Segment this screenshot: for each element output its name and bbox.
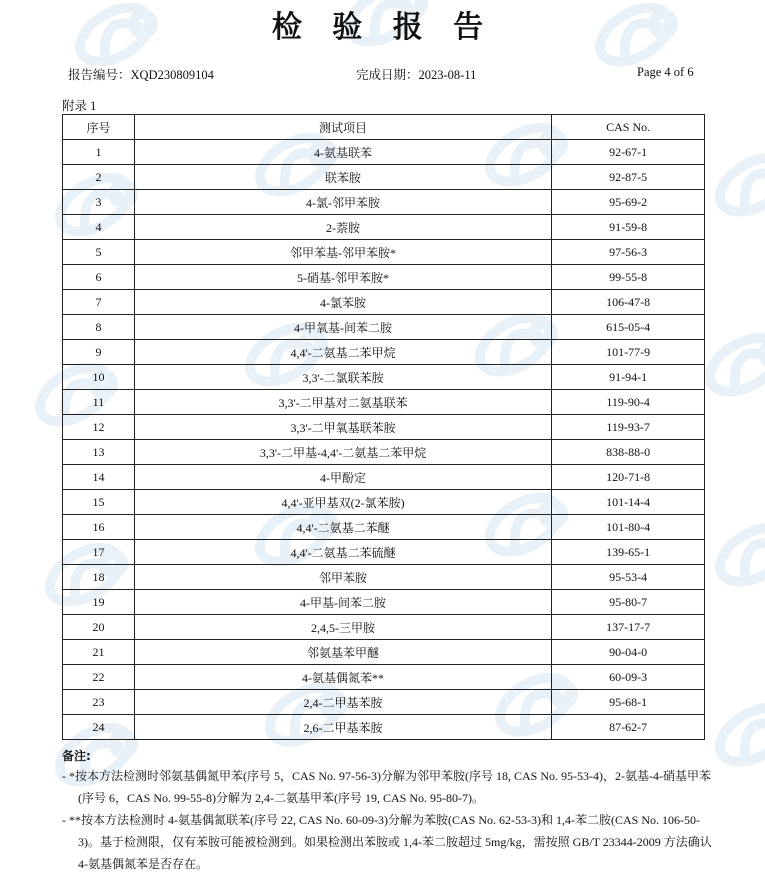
table-row [63, 290, 705, 315]
table-row [63, 640, 705, 665]
completion-date: 完成日期：2023-08-11 [356, 68, 477, 82]
cell-cas-no: 91-59-8 [552, 215, 705, 240]
cell-serial: 10 [63, 365, 135, 390]
cell-serial: 5 [63, 240, 135, 265]
table-row [63, 590, 705, 615]
cell-cas-no: 99-55-8 [552, 265, 705, 290]
cell-serial: 19 [63, 590, 135, 615]
test-items-table [62, 114, 705, 740]
cell-serial: 18 [63, 565, 135, 590]
cell-cas-no: 615-05-4 [552, 315, 705, 340]
cell-test-item: 4,4'-二氨基二苯甲烷 [134, 340, 551, 365]
cell-test-item: 4-氨基偶氮苯** [134, 665, 551, 690]
watermark-logo [711, 516, 765, 593]
cell-test-item: 联苯胺 [134, 165, 551, 190]
cell-test-item: 3,3'-二甲基对二氨基联苯 [134, 390, 551, 415]
cell-serial: 2 [63, 165, 135, 190]
cell-cas-no: 137-17-7 [552, 615, 705, 640]
report-number: 报告编号：XQD230809104 [68, 68, 214, 82]
cell-serial: 22 [63, 665, 135, 690]
cell-cas-no: 92-87-5 [552, 165, 705, 190]
cell-serial: 6 [63, 265, 135, 290]
header-cas-no: CAS No. [552, 115, 705, 140]
cell-test-item: 4-甲酚定 [134, 465, 551, 490]
table-row [63, 365, 705, 390]
cell-cas-no: 90-04-0 [552, 640, 705, 665]
cell-cas-no: 60-09-3 [552, 665, 705, 690]
cell-cas-no: 95-80-7 [552, 590, 705, 615]
table-row [63, 390, 705, 415]
header-serial: 序号 [63, 115, 135, 140]
table-row [63, 490, 705, 515]
cell-test-item: 4-甲基-间苯二胺 [134, 590, 551, 615]
cell-cas-no: 87-62-7 [552, 715, 705, 740]
cell-serial: 3 [63, 190, 135, 215]
cell-cas-no: 139-65-1 [552, 540, 705, 565]
cell-test-item: 4-氯-邻甲苯胺 [134, 190, 551, 215]
cell-serial: 24 [63, 715, 135, 740]
page-indicator: Page 4 of 6 [637, 65, 694, 79]
cell-serial: 1 [63, 140, 135, 165]
cell-serial: 15 [63, 490, 135, 515]
header-test-item: 测试项目 [134, 115, 551, 140]
cell-serial: 16 [63, 515, 135, 540]
appendix-label: 附录 1 [62, 99, 97, 113]
cell-test-item: 4,4'-二氨基二苯醚 [134, 515, 551, 540]
table-row [63, 515, 705, 540]
cell-test-item: 3,3'-二氯联苯胺 [134, 365, 551, 390]
cell-cas-no: 101-80-4 [552, 515, 705, 540]
cell-serial: 20 [63, 615, 135, 640]
cell-test-item: 2,4,5-三甲胺 [134, 615, 551, 640]
table-row [63, 715, 705, 740]
page-title: 检 验 报 告 [271, 10, 494, 45]
watermark-logo [711, 696, 765, 773]
table-header-row [63, 115, 705, 140]
cell-cas-no: 838-88-0 [552, 440, 705, 465]
table-row [63, 690, 705, 715]
cell-test-item: 邻甲苯基-邻甲苯胺* [134, 240, 551, 265]
cell-test-item: 3,3'-二甲基-4,4'-二氨基二苯甲烷 [134, 440, 551, 465]
note-item: - **按本方法检测时 4-氨基偶氮联苯(序号 22, CAS No. 60-09-3)分解为苯胺(CAS No. 62-53-3)和 1,4-苯二胺(CAS No. 106-50-3)。基于检测限，仅有苯胺可能被检测到。如果检测出苯胺或 1,4-苯二胺超过 5mg/kg，需按照 GB/T 23344-2009 方法确认 4-氨基偶氮苯是否存在。 [62, 813, 712, 871]
cell-serial: 11 [63, 390, 135, 415]
cell-test-item: 邻氨基苯甲醚 [134, 640, 551, 665]
cell-cas-no: 97-56-3 [552, 240, 705, 265]
cell-test-item: 2,4-二甲基苯胺 [134, 690, 551, 715]
table-row [63, 215, 705, 240]
table-row [63, 615, 705, 640]
cell-test-item: 邻甲苯胺 [134, 565, 551, 590]
cell-serial: 17 [63, 540, 135, 565]
table-row [63, 265, 705, 290]
table-row [63, 415, 705, 440]
table-row [63, 140, 705, 165]
table-row [63, 165, 705, 190]
cell-test-item: 4-氯苯胺 [134, 290, 551, 315]
table-row [63, 465, 705, 490]
watermark-logo [701, 326, 765, 403]
notes-section [62, 747, 712, 875]
cell-cas-no: 120-71-8 [552, 465, 705, 490]
cell-cas-no: 119-93-7 [552, 415, 705, 440]
table-row [63, 190, 705, 215]
cell-serial: 9 [63, 340, 135, 365]
cell-serial: 8 [63, 315, 135, 340]
cell-cas-no: 92-67-1 [552, 140, 705, 165]
note-item: - *按本方法检测时邻氨基偶氮甲苯(序号 5，CAS No. 97-56-3)分解为邻甲苯胺(序号 18, CAS No. 95-53-4)，2-氨基-4-硝基甲苯(序号 6，CAS No. 99-55-8)分解为 2,4-二氨基甲苯(序号 19, CAS No. 95-80-7)。 [62, 769, 711, 805]
table-row [63, 340, 705, 365]
cell-cas-no: 91-94-1 [552, 365, 705, 390]
watermark-logo [711, 146, 765, 223]
cell-test-item: 4-甲氧基-间苯二胺 [134, 315, 551, 340]
cell-cas-no: 101-14-4 [552, 490, 705, 515]
cell-cas-no: 95-69-2 [552, 190, 705, 215]
cell-serial: 14 [63, 465, 135, 490]
table-row [63, 240, 705, 265]
cell-serial: 4 [63, 215, 135, 240]
cell-test-item: 5-硝基-邻甲苯胺* [134, 265, 551, 290]
table-row [63, 440, 705, 465]
cell-cas-no: 95-53-4 [552, 565, 705, 590]
cell-cas-no: 101-77-9 [552, 340, 705, 365]
cell-test-item: 2-萘胺 [134, 215, 551, 240]
table-row [63, 315, 705, 340]
cell-test-item: 4,4'-二氨基二苯硫醚 [134, 540, 551, 565]
table-row [63, 565, 705, 590]
cell-cas-no: 119-90-4 [552, 390, 705, 415]
cell-test-item: 4,4'-亚甲基双(2-氯苯胺) [134, 490, 551, 515]
cell-test-item: 4-氨基联苯 [134, 140, 551, 165]
table-row [63, 665, 705, 690]
cell-test-item: 2,6-二甲基苯胺 [134, 715, 551, 740]
cell-serial: 23 [63, 690, 135, 715]
cell-serial: 13 [63, 440, 135, 465]
cell-cas-no: 95-68-1 [552, 690, 705, 715]
cell-serial: 21 [63, 640, 135, 665]
notes-heading: 备注: [62, 749, 91, 763]
cell-test-item: 3,3'-二甲氧基联苯胺 [134, 415, 551, 440]
cell-cas-no: 106-47-8 [552, 290, 705, 315]
cell-serial: 12 [63, 415, 135, 440]
table-row [63, 540, 705, 565]
cell-serial: 7 [63, 290, 135, 315]
